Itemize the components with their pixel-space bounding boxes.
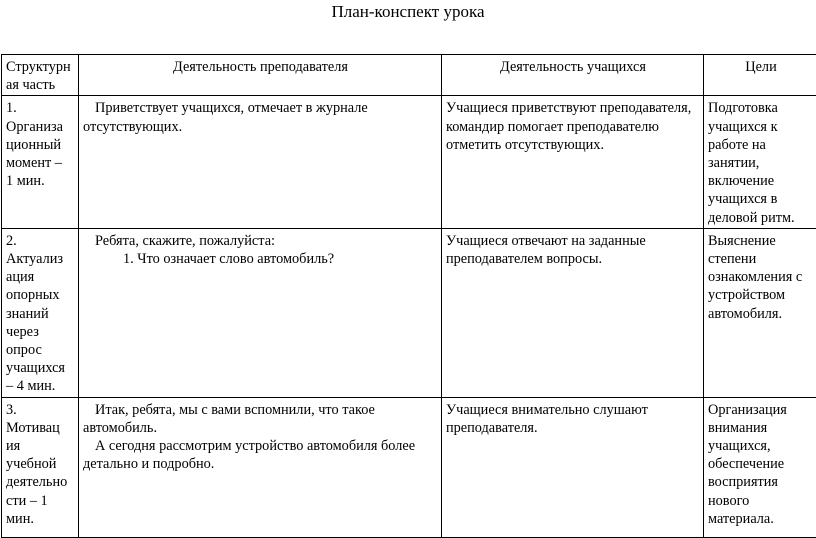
document-title: План-конспект урока xyxy=(0,2,816,22)
teacher-text: Ребята, скажите, пожалуйста: xyxy=(83,232,438,250)
teacher-text: Итак, ребята, мы с вами вспомнили, что такое автомобиль. xyxy=(83,401,438,437)
student-activity-cell: Учащиеся отвечают на заданные преподавателем вопросы. xyxy=(442,228,704,397)
goal-cell: Подготовка учащихся к работе на занятии, включение учащихся в деловой ритм. xyxy=(704,96,816,228)
student-activity-cell: Учащиеся приветствуют преподавателя, командир помогает преподавателю отметить отсутствующих. xyxy=(442,96,704,228)
stage-cell: 1. Организа ционный момент – 1 мин. xyxy=(2,96,79,228)
header-structure: Структурная часть xyxy=(2,55,79,96)
header-row xyxy=(2,55,816,96)
stage-cell: 3. Мотивац ия учебной деятельно сти – 1 мин. xyxy=(2,397,79,537)
table-row xyxy=(2,228,816,397)
teacher-activity-cell xyxy=(79,228,442,397)
teacher-text: Приветствует учащихся, отмечает в журнале отсутствующих. xyxy=(83,99,438,135)
lesson-plan-table xyxy=(1,54,816,538)
teacher-text: А сегодня рассмотрим устройство автомобиля более детально и подробно. xyxy=(83,437,438,473)
goal-cell: Организация внимания учащихся, обеспечение восприятия нового материала. xyxy=(704,397,816,537)
table-row xyxy=(2,397,816,537)
student-activity-cell: Учащиеся внимательно слушают преподавателя. xyxy=(442,397,704,537)
list-item: 1. Что означает слово автомобиль? xyxy=(83,250,438,268)
table-row xyxy=(2,96,816,228)
header-goals: Цели xyxy=(704,55,816,96)
teacher-activity-cell xyxy=(79,397,442,537)
stage-cell: 2. Актуализ ация опорных знаний через опрос учащихся – 4 мин. xyxy=(2,228,79,397)
header-student-activity: Деятельность учащихся xyxy=(442,55,704,96)
header-teacher-activity: Деятельность преподавателя xyxy=(79,55,442,96)
teacher-activity-cell xyxy=(79,96,442,228)
goal-cell: Выяснение степени ознакомления с устройством автомобиля. xyxy=(704,228,816,397)
